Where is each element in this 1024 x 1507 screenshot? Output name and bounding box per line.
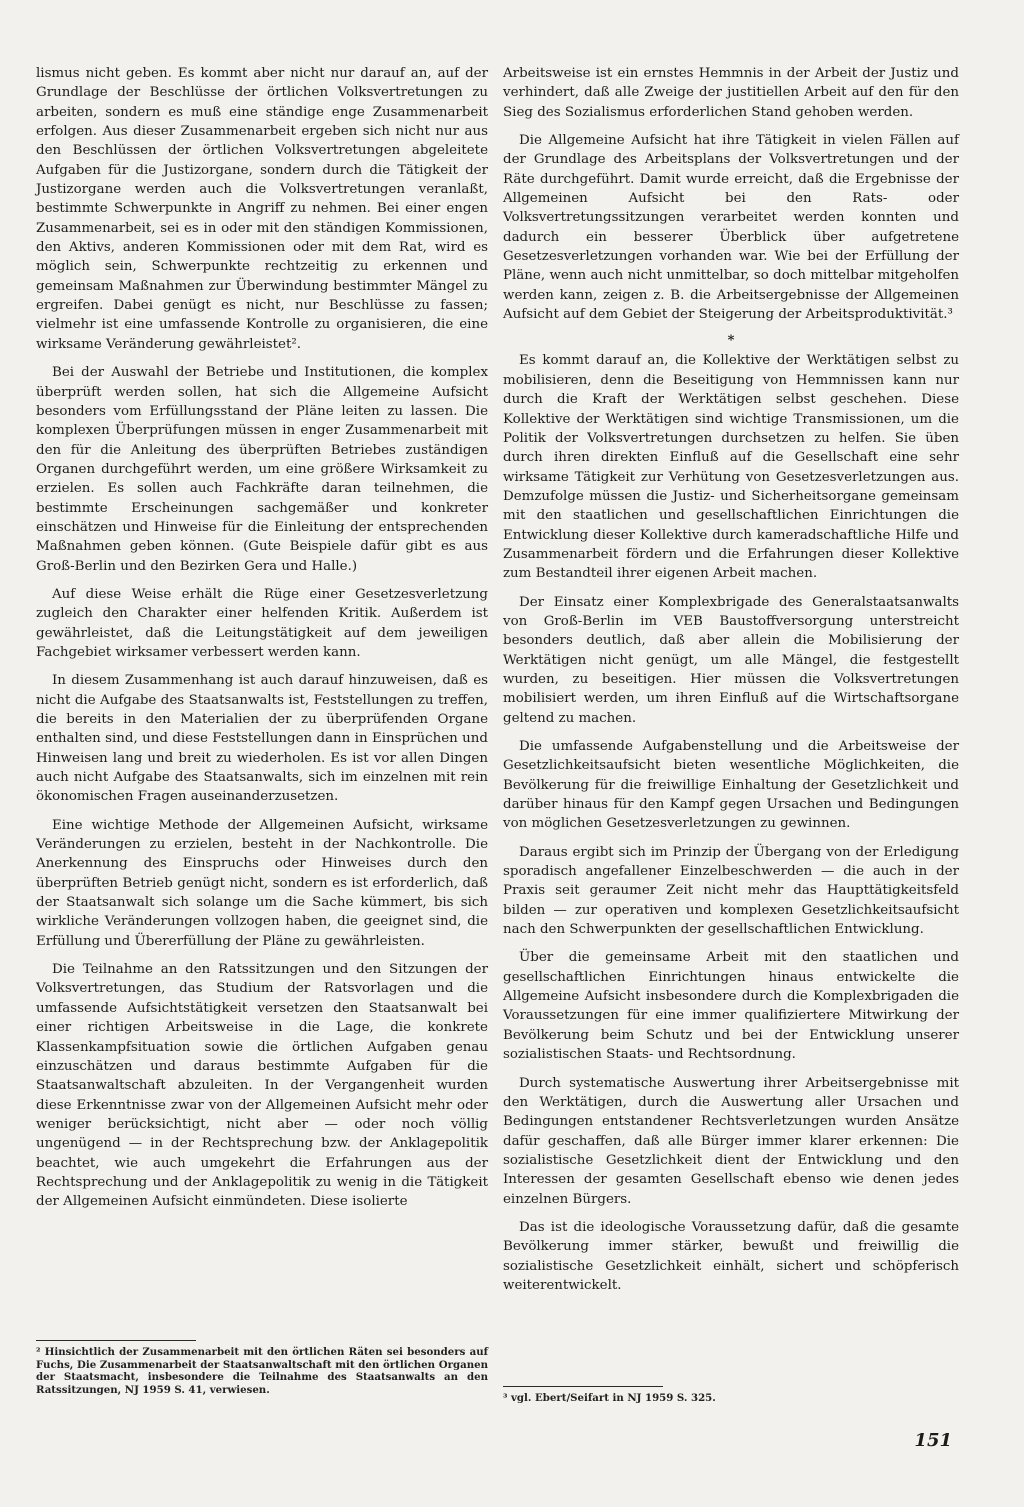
- paragraph: Arbeitsweise ist ein ernstes Hemmnis in der Arbeit der Justiz und verhindert, daß alle Zweige der justitiellen Arbeit auf den für den Sieg des Sozialismus erforderlichen Stand gehoben werden.: [503, 66, 959, 120]
- paragraph: Es kommt darauf an, die Kollektive der Werktätigen selbst zu mobilisieren, denn die Beseitigung von Hemmnissen kann nur durch die Kraft der Werktätigen selbst geschehen. Diese Kollektive der Werktätigen sind wichtige Transmissionen, um die Politik der Volksvertretungen durchsetzen zu helfen. Sie üben durch ihren direkten Einfluß auf die Gesellschaft eine sehr wirksame Tätigkeit zur Verhütung von Gesetzesverletzungen aus. Demzufolge müssen die Justiz- und Sicherheitsorgane gemeinsam mit den staatlichen und gesellschaftlichen Einrichtungen die Entwicklung dieser Kollektive durch kameradschaftliche Hilfe und Zusammenarbeit fördern und die Erfahrungen dieser Kollektive zum Bestandteil ihrer eigenen Arbeit machen.: [503, 353, 959, 582]
- right-column: [503, 64, 959, 1304]
- paragraph: Auf diese Weise erhält die Rüge einer Gesetzesverletzung zugleich den Charakter einer helfenden Kritik. Außerdem ist gewährleistet, daß die Leitungstätigkeit auf dem jeweiligen Fachgebiet wirksamer verbessert werden kann.: [36, 586, 488, 660]
- paragraph: Über die gemeinsame Arbeit mit den staatlichen und gesellschaftlichen Einrichtungen hinaus entwickelte die Allgemeine Aufsicht insbesondere durch die Komplexbrigaden die Voraussetzungen für eine immer qualifiziertere Mitwirkung der Bevölkerung beim Schutz und bei der Entwicklung unserer sozialistischen Staats- und Rechtsordnung.: [503, 950, 959, 1063]
- paragraph: Die Allgemeine Aufsicht hat ihre Tätigkeit in vielen Fällen auf der Grundlage des Arbeitsplans der Volksvertretungen und der Räte durchgeführt. Damit wurde erreicht, daß die Ergebnisse der Allgemeinen Aufsicht bei den Rats- oder Volksvertretungssitzungen verarbeitet werden konnten und dadurch ein besserer Überblick über aufgetretene Gesetzesverletzungen vorhanden war. Wie bei der Erfüllung der Pläne, wenn auch nicht unmittelbar, so doch mittelbar mitgeholfen werden kann, zeigen z. B. die Arbeitsergebnisse der Allgemeinen Aufsicht auf dem Gebiet der Steigerung der Arbeitsproduktivität.³: [503, 133, 959, 323]
- left-column: [36, 64, 488, 1221]
- page-number: 151: [914, 1430, 952, 1451]
- paragraph: Die umfassende Aufgabenstellung und die Arbeitsweise der Gesetzlichkeitsaufsicht bieten wesentliche Möglichkeiten, die Bevölkerung für die freiwillige Einhaltung der Gesetzlichkeit und darüber hinaus für den Kampf gegen Ursachen und Bedingungen von möglichen Gesetzesverletzungen zu gewinnen.: [503, 739, 959, 832]
- footnote-left: ² Hinsichtlich der Zusammenarbeit mit den örtlichen Räten sei besonders auf Fuchs, Die Zusammenarbeit der Staatsanwaltschaft mit den örtlichen Organen der Staatsmacht, insbesondere die Teilnahme des Staatsanwalts an den Ratssitzungen, NJ 1959 S. 41, verwiesen.: [36, 1346, 488, 1396]
- paragraph: Eine wichtige Methode der Allgemeinen Aufsicht, wirksame Veränderungen zu erzielen, besteht in der Nachkontrolle. Die Anerkennung des Einspruchs oder Hinweises durch den überprüften Betrieb genügt nicht, sondern es ist erforderlich, daß der Staatsanwalt sich solange um die Sache kümmert, bis sich wirkliche Veränderungen vollzogen haben, die geeignet sind, die Erfüllung und Übererfüllung der Pläne zu gewährleisten.: [36, 817, 488, 949]
- paragraph: lismus nicht geben. Es kommt aber nicht nur darauf an, auf der Grundlage der Beschlüsse der örtlichen Volksvertretungen zu arbeiten, sondern es muß eine ständige enge Zusammenarbeit erfolgen. Aus dieser Zusammenarbeit ergeben sich nicht nur aus den Beschlüssen der örtlichen Volksvertretungen abgeleitete Aufgaben für die Justizorgane, sondern durch die Tätigkeit der Justizorgane werden auch die Volksvertretungen veranlaßt, bestimmte Schwerpunkte in Angriff zu nehmen. Bei einer engen Zusammenarbeit, sei es in oder mit den ständigen Kommissionen, den Aktivs, anderen Kommissionen oder mit dem Rat, wird es möglich sein, Schwerpunkte rechtzeitig zu erkennen und gemeinsam Maßnahmen zur Überwindung bestimmter Mängel zu ergreifen. Dabei genügt es nicht, nur Beschlüsse zu fassen; vielmehr ist eine umfassende Kontrolle zu organisieren, die eine wirksame Veränderung gewährleistet².: [36, 66, 488, 352]
- section-divider-star: *: [727, 333, 735, 349]
- paragraph: Der Einsatz einer Komplexbrigade des Generalstaatsanwalts von Groß-Berlin im VEB Baustoffversorgung unterstreicht besonders deutlich, daß aber allein die Mobilisierung der Werktätigen nicht genügt, um alle Mängel, die festgestellt wurden, zu beseitigen. Hier müssen die Volksvertretungen mobilisiert werden, um ihren Einfluß auf die Wirtschaftsorgane geltend zu machen.: [503, 594, 959, 726]
- footnote-right: ³ vgl. Ebert/Seifart in NJ 1959 S. 325.: [503, 1392, 716, 1404]
- paragraph: Daraus ergibt sich im Prinzip der Übergang von der Erledigung sporadisch angefallener Einzelbeschwerden — die auch in der Praxis seit geraumer Zeit nicht mehr das Haupttätigkeitsfeld bilden — zur operativen und komplexen Gesetzlichkeitsaufsicht nach den Schwerpunkten der gesellschaftlichen Entwicklung.: [503, 844, 959, 938]
- paragraph: Durch systematische Auswertung ihrer Arbeitsergebnisse mit den Werktätigen, durch die Auswertung aller Ursachen und Bedingungen entstandener Rechtsverletzungen wurden Ansätze dafür geschaffen, daß alle Bürger immer klarer erkennen: Die sozialistische Gesetzlichkeit dient der Entwicklung und den Interessen der gesamten Gesellschaft ebenso wie denen jedes einzelnen Bürgers.: [503, 1075, 959, 1207]
- paragraph: Die Teilnahme an den Ratssitzungen und den Sitzungen der Volksvertretungen, das Studium der Ratsvorlagen und die umfassende Aufsichtstätigkeit versetzen den Staatsanwalt bei einer richtigen Arbeitsweise in die Lage, die konkrete Klassenkampfsituation sowie die örtlichen Aufgaben genau einzuschätzen und daraus bestimmte Aufgaben für die Staatsanwaltschaft abzuleiten. In der Vergangenheit wurden diese Erkenntnisse zwar von der Allgemeinen Aufsicht mehr oder weniger berücksichtigt, nicht aber — oder noch völlig ungenügend — in der Rechtsprechung bzw. der Anklagepolitik beachtet, wie auch umgekehrt die Erfahrungen aus der Rechtsprechung und der Anklagepolitik zu wenig in die Tätigkeit der Allgemeinen Aufsicht einmündeten. Diese isolierte: [36, 962, 488, 1210]
- paragraph: Bei der Auswahl der Betriebe und Institutionen, die komplex überprüft werden sollen, hat sich die Allgemeine Aufsicht besonders vom Erfüllungsstand der Pläne leiten zu lassen. Die komplexen Überprüfungen müssen in enger Zusammenarbeit mit den für die Anleitung des überprüften Betriebes zuständigen Organen durchgeführt werden, um eine größere Wirksamkeit zu erzielen. Es sollen auch Fachkräfte daran teilnehmen, die bestimmte Erscheinungen sachgemäßer und konkreter einschätzen und Hinweise für die Einleitung der entsprechenden Maßnahmen geben können. (Gute Beispiele dafür gibt es aus Groß-Berlin und den Bezirken Gera und Halle.): [36, 365, 488, 574]
- footnote-rule-left: [36, 1340, 196, 1341]
- paragraph: In diesem Zusammenhang ist auch darauf hinzuweisen, daß es nicht die Aufgabe des Staatsanwalts ist, Feststellungen zu treffen, die bereits in den Materialien der zu überprüfenden Organe enthalten sind, und diese Feststellungen dann in Einsprüchen und Hinweisen lang und breit zu wiederholen. Es ist vor allen Dingen auch nicht Aufgabe des Staatsanwalts, sich im einzelnen mit rein ökonomischen Fragen auseinanderzusetzen.: [36, 673, 488, 805]
- footnote-rule-right: [503, 1386, 663, 1387]
- paragraph: Das ist die ideologische Voraussetzung dafür, daß die gesamte Bevölkerung immer stärker, bewußt und freiwillig die sozialistische Gesetzlichkeit einhält, sichert und schöpferisch weiterentwickelt.: [503, 1219, 959, 1293]
